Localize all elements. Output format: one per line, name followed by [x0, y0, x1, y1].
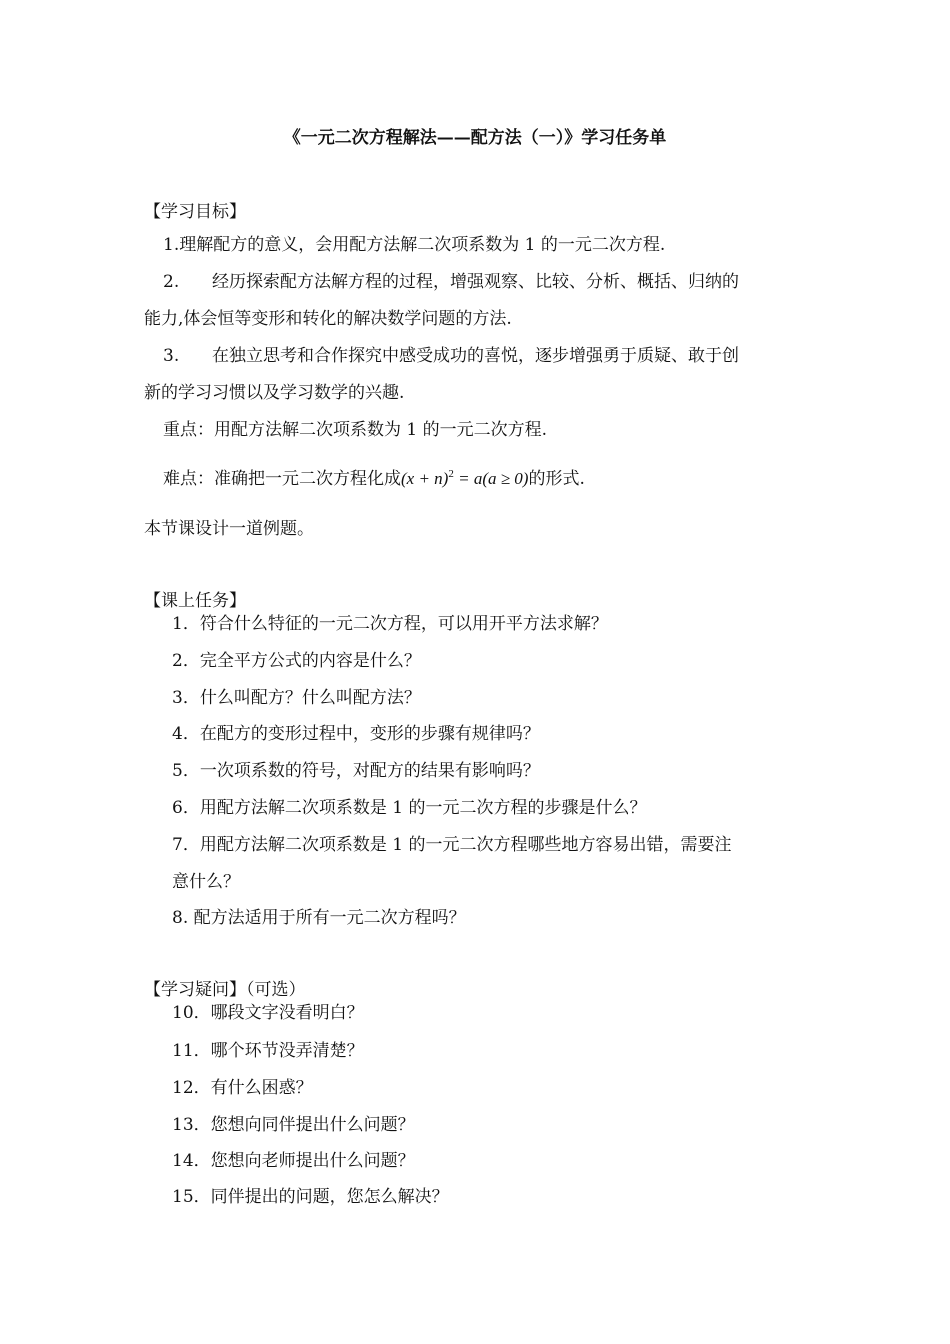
difficulty-prefix: 难点：准确把一元二次方程化成	[163, 469, 401, 489]
difficulty-suffix: 的形式.	[528, 469, 585, 489]
key-point: 重点：用配方法解二次项系数为 1 的一元二次方程.	[163, 420, 548, 440]
difficulty-line	[163, 462, 585, 491]
difficulty-formula-left: (x + n)	[401, 469, 449, 488]
task-item-7-line-1: 7．用配方法解二次项系数是 1 的一元二次方程哪些地方容易出错，需要注	[172, 835, 732, 855]
task-item-5: 5．一次项系数的符号，对配方的结果有影响吗？	[172, 761, 540, 781]
tasks-heading: 【课上任务】	[144, 591, 246, 611]
question-item-10: 10．哪段文字没看明白？	[172, 1003, 364, 1023]
difficulty-formula	[401, 469, 528, 488]
task-item-3: 3．什么叫配方？什么叫配方法？	[172, 688, 421, 708]
task-item-8: 8. 配方法适用于所有一元二次方程吗？	[172, 908, 466, 928]
question-item-15: 15．同伴提出的问题，您怎么解决？	[172, 1187, 449, 1207]
question-item-11: 11．哪个环节没弄清楚？	[172, 1041, 364, 1061]
example-note: 本节课设计一道例题。	[144, 519, 314, 539]
task-item-7-line-2: 意什么？	[172, 872, 240, 892]
objective-item-2-line-2: 能力,体会恒等变形和转化的解决数学问题的方法.	[144, 309, 512, 329]
task-item-6: 6．用配方法解二次项系数是 1 的一元二次方程的步骤是什么？	[172, 798, 647, 818]
document-title: 《一元二次方程解法——配方法（一）》学习任务单	[283, 128, 667, 148]
question-item-12: 12．有什么困惑？	[172, 1078, 313, 1098]
objective-item-3-line-1: 在独立思考和合作探究中感受成功的喜悦，逐步增强勇于质疑、敢于创	[212, 346, 739, 366]
objective-item-1: 1.理解配方的意义，会用配方法解二次项系数为 1 的一元二次方程.	[163, 235, 666, 255]
question-item-13: 13．您想向同伴提出什么问题？	[172, 1115, 415, 1135]
questions-heading: 【学习疑问】（可选）	[144, 980, 306, 1000]
objective-item-2-line-1: 经历探索配方法解方程的过程，增强观察、比较、分析、概括、归纳的	[212, 272, 739, 292]
task-item-2: 2．完全平方公式的内容是什么？	[172, 651, 421, 671]
objectives-heading: 【学习目标】	[144, 202, 246, 222]
difficulty-formula-right: = a(a ≥ 0)	[458, 469, 529, 488]
task-item-1: 1．符合什么特征的一元二次方程，可以用开平方法求解？	[172, 614, 608, 634]
question-item-14: 14．您想向老师提出什么问题？	[172, 1151, 415, 1171]
objective-item-2-number: 2.	[163, 272, 180, 292]
task-item-4: 4．在配方的变形过程中，变形的步骤有规律吗？	[172, 724, 540, 744]
difficulty-formula-exponent: 2	[448, 468, 454, 480]
objective-item-3-line-2: 新的学习习惯以及学习数学的兴趣.	[144, 383, 405, 403]
objective-item-3-number: 3.	[163, 346, 180, 366]
